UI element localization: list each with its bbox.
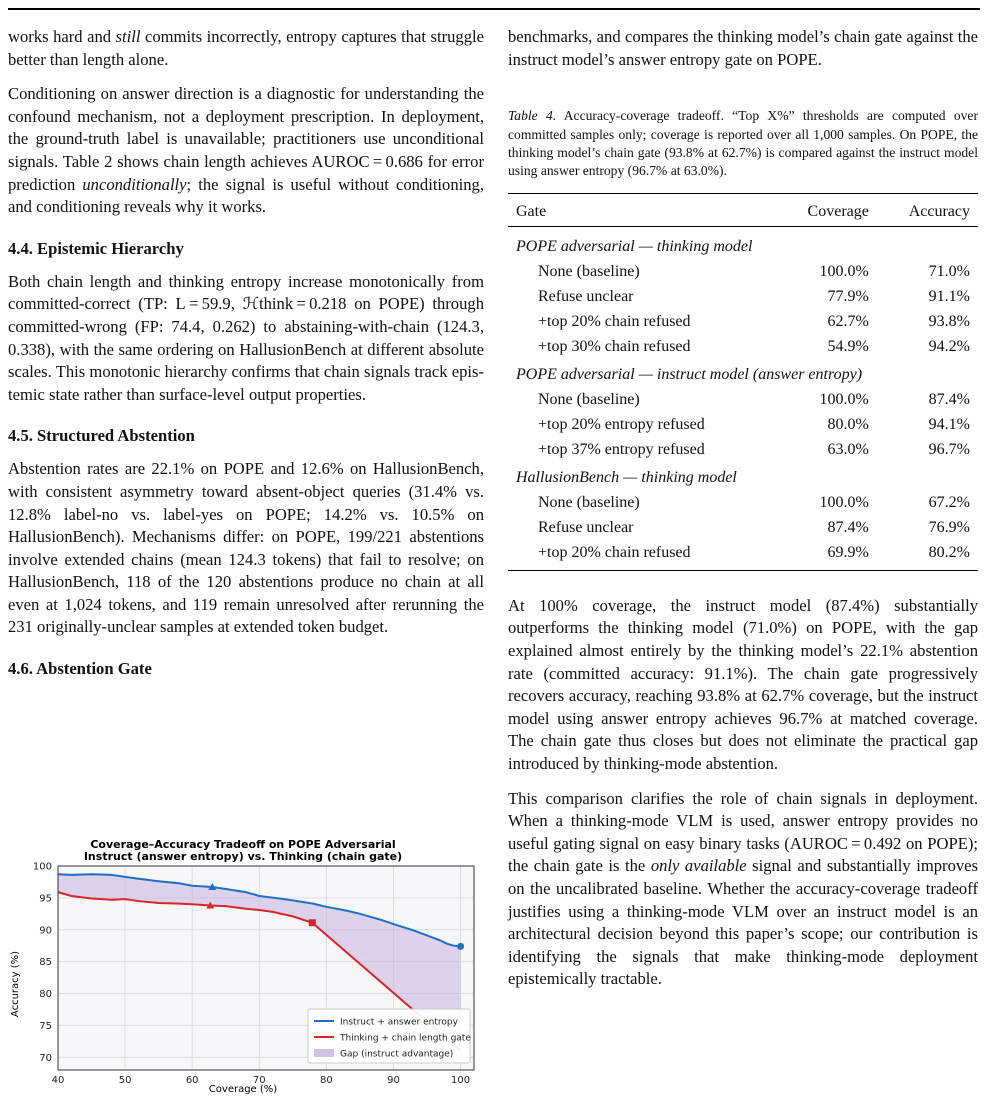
chart-title: Coverage–Accuracy Tradeoff on POPE Adversarial: [90, 838, 396, 851]
legend-label: Instruct + answer entropy: [340, 1017, 458, 1028]
top-rule: [8, 8, 980, 10]
table-group-row: [508, 359, 978, 387]
table-cell: +top 20% entropy refused: [538, 415, 705, 433]
table-cell: 67.2%: [928, 493, 970, 511]
table-row: [508, 334, 978, 359]
y-tick-label: 100: [32, 861, 52, 873]
y-axis-label: Accuracy (%): [10, 950, 21, 1018]
table-cell: 100.0%: [819, 262, 869, 280]
table-row: [508, 259, 978, 284]
x-tick-label: 60: [185, 1075, 199, 1086]
chart-svg: [8, 834, 484, 1096]
table-row: [508, 284, 978, 309]
table-cell: 94.2%: [928, 337, 970, 355]
table-cell: 62.7%: [827, 312, 869, 330]
y-tick-label: 85: [39, 957, 52, 969]
paragraph: benchmarks, and compares the thinking model’s chain gate against the instruct model’s answer entropy gate on POPE.: [508, 27, 978, 69]
table-cell: +top 37% entropy refused: [538, 440, 705, 458]
series-marker: [457, 943, 464, 950]
table-cell: 87.4%: [928, 390, 970, 408]
legend-label: Gap (instruct advantage): [340, 1049, 454, 1060]
table-cell: Refuse unclear: [538, 287, 634, 305]
table-cell: 76.9%: [928, 518, 970, 536]
table-cell: 80.2%: [877, 540, 978, 571]
y-tick-label: 75: [39, 1020, 52, 1032]
table-cell: None (baseline): [538, 262, 640, 280]
y-tick-label: 80: [39, 989, 52, 1000]
table-cell: +top 20% chain refused: [508, 540, 776, 571]
table-header: Accuracy: [877, 193, 978, 226]
paragraph: Conditioning on answer direction is a diagnostic for understanding the confound mechanism, not a deployment prescription. In deployment, the ground-truth label is unavailable; practitioners use unconditional signals. Table 2 shows chain length achieves AUROC = 0.686 for error prediction unconditionally; the signal is useful without conditioning, and conditioning reveals why it works.: [8, 84, 484, 217]
table-row: [508, 412, 978, 437]
table-cell: 87.4%: [827, 518, 869, 536]
paragraph: works hard and still commits incorrectly, entropy captures that struggle better than length alone.: [8, 27, 484, 69]
x-tick-label: 50: [118, 1075, 132, 1086]
results-table: [508, 193, 978, 571]
legend-swatch: [314, 1049, 334, 1057]
legend-label: Thinking + chain length gate: [340, 1033, 471, 1044]
table-row: [508, 387, 978, 412]
right-column: [508, 26, 978, 1003]
table-header-row: [508, 193, 978, 226]
table-row: [508, 490, 978, 515]
x-tick-label: 70: [252, 1075, 266, 1086]
chart-subtitle: Instruct (answer entropy) vs. Thinking (chain gate): [83, 850, 403, 863]
table-cell: +top 20% chain refused: [538, 312, 691, 330]
x-axis-label: Coverage (%): [208, 1084, 278, 1095]
x-tick-label: 90: [387, 1075, 400, 1086]
y-tick-label: 90: [39, 925, 52, 937]
paragraph: Both chain length and thinking entropy increase monotonically from committed-correct (TP: L = 59.9, ℋthink = 0.218 on POPE) through committed-wrong (FP: 74.4, 0.262) to abstaining-with-chain (124.3, 0.338), with the same ordering on HallusionBench at different absolute scales. This monotonic hierarchy confirms that chain signals track epistemic state rather than surface-level output properties.: [8, 271, 484, 404]
table-group-title: POPE adversarial — thinking model: [516, 237, 753, 255]
table-caption: Table 4. Accuracy-coverage tradeoff. “Top X%” thresholds are computed over committed samples only; coverage is reported over all 1,000 samples. On POPE, the thinking model’s chain gate (93.8% at 62.7%) is compared against the instruct model using answer entropy (96.7% at 63.0%).: [508, 108, 978, 179]
table-row: [508, 515, 978, 540]
table-cell: 93.8%: [928, 312, 970, 330]
table-cell: +top 30% chain refused: [538, 337, 691, 355]
coverage-accuracy-chart: [8, 834, 484, 1096]
table-group-title: POPE adversarial — instruct model (answer entropy): [516, 365, 863, 383]
table-row: [508, 437, 978, 462]
table-cell: None (baseline): [538, 390, 640, 408]
table-cell: 69.9%: [776, 540, 877, 571]
table-cell: 71.0%: [928, 262, 970, 280]
table-cell: 94.1%: [928, 415, 970, 433]
left-column: [8, 26, 484, 691]
x-tick-label: 80: [320, 1075, 333, 1086]
series-marker: [309, 919, 316, 926]
table-cell: 96.7%: [928, 440, 970, 458]
table-cell: 91.1%: [928, 287, 970, 305]
table-cell: 100.0%: [819, 390, 869, 408]
y-tick-label: 70: [39, 1052, 52, 1064]
table-cell: None (baseline): [538, 493, 640, 511]
table-cell: 100.0%: [819, 493, 869, 511]
paragraph: Abstention rates are 22.1% on POPE and 12.6% on HallusionBench, with consistent asymmetry toward absent-object queries (31.4% vs. 12.8% label-no vs. label-yes on POPE; 14.2% vs. 10.5% on HallusionBench). Mechanisms differ: on POPE, 199/221 abstentions involve extended chains (mean 124.3 tokens) that fail to resolve; on HallusionBench, 118 of the 120 abstentions produce no chain at all even at 1,024 tokens, and 119 remain unresolved after rerunning the 231 originally-unclear samples at extended token budget.: [8, 459, 484, 637]
paragraph: At 100% coverage, the instruct model (87.4%) substantially outperforms the thinking model (71.0%) on POPE, with the gap explained almost entirely by the thinking model’s 22.1% abstention rate (committed accuracy: 91.1%). The chain gate progressively recovers accuracy, reaching 93.8% at 62.7% coverage, but the instruct model using answer entropy achieves 96.7% at matched coverage. The chain gate thus closes but does not eliminate the practical gap introduced by thinking-mode abstention.: [508, 595, 978, 773]
table-header: Coverage: [776, 193, 877, 226]
table-row: [508, 309, 978, 334]
table-cell: 54.9%: [827, 337, 869, 355]
y-tick-label: 95: [39, 893, 52, 905]
table-cell: Refuse unclear: [538, 518, 634, 536]
x-tick-label: 40: [51, 1075, 65, 1086]
table-group-title: HallusionBench — thinking model: [516, 468, 737, 486]
table-group-row: [508, 226, 978, 259]
table-cell: 77.9%: [827, 287, 869, 305]
table-group-row: [508, 462, 978, 490]
paragraph: This comparison clarifies the role of chain signals in deployment. When a thinking-mode VLM is used, answer entropy provides no useful gating signal on easy binary tasks (AUROC = 0.492 on POPE); the chain gate is the only available signal and substantially improves on the uncalibrated baseline. Whether the accuracy-coverage tradeoff justifies using a thinking-mode VLM over an instruct model is an architectural decision beyond this paper’s scope; our contribution is identifying the signals that make thinking-mode deployment epistemically tractable.: [508, 788, 978, 989]
table-cell: 63.0%: [827, 440, 869, 458]
section-heading: 4.6. Abstention Gate: [8, 659, 152, 679]
x-tick-label: 100: [451, 1075, 471, 1086]
table-header: Gate: [508, 193, 776, 226]
section-heading: 4.4. Epistemic Hierarchy: [8, 238, 184, 258]
table-cell: 80.0%: [827, 415, 869, 433]
table-row: [508, 540, 978, 571]
section-heading: 4.5. Structured Abstention: [8, 426, 195, 446]
